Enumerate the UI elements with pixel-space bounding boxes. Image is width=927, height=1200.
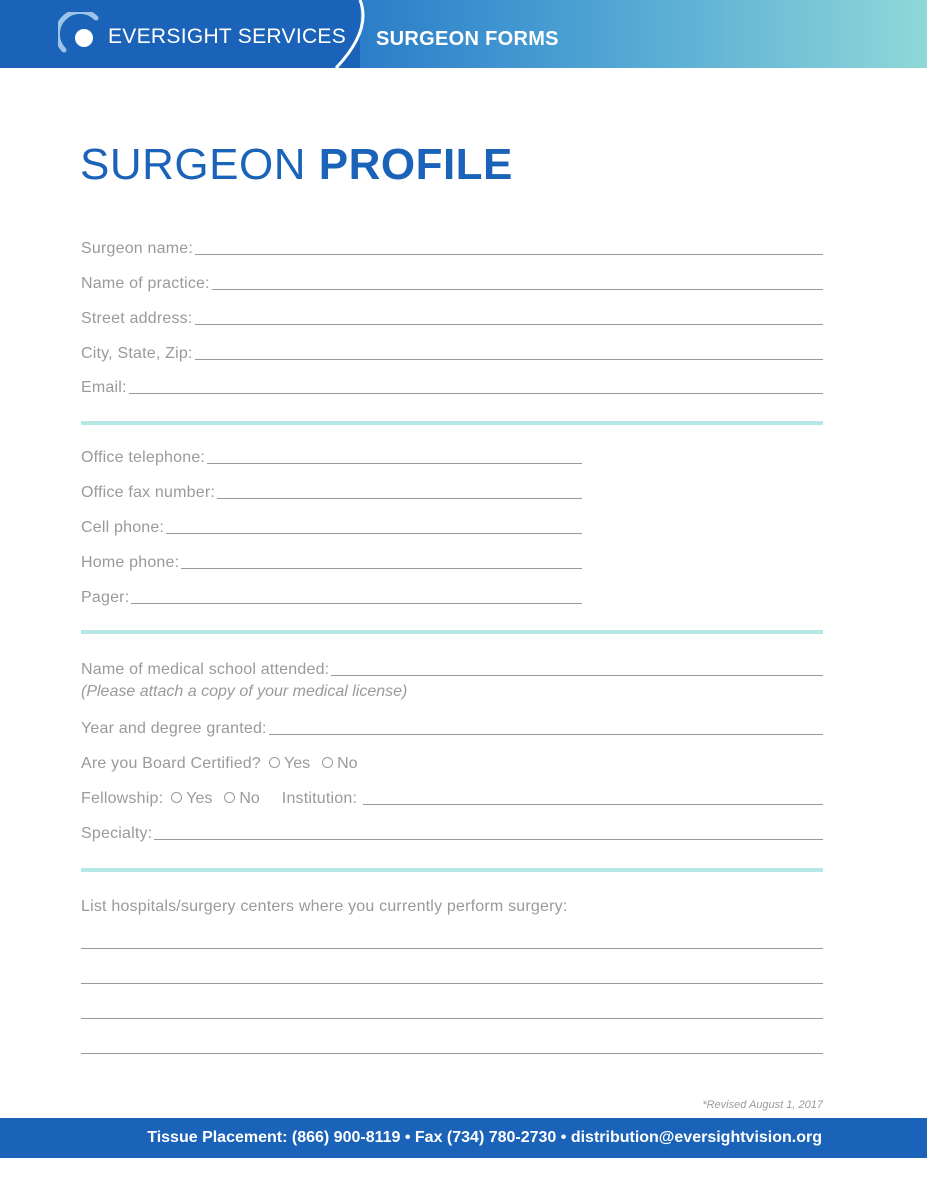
hospitals-line-4[interactable] [81,1053,823,1054]
medical-school-field[interactable] [81,657,823,679]
cell-phone-field[interactable] [81,515,582,537]
board-certified-label: Are you Board Certified? [81,755,262,772]
board-certified-no-label: No [337,755,358,772]
hospitals-line-3[interactable] [81,1018,823,1019]
cell-phone-label: Cell phone: [81,519,165,536]
city-state-zip-line[interactable] [195,359,823,360]
practice-name-field[interactable] [81,271,823,293]
hospitals-prompt-label: List hospitals/surgery centers where you currently perform surgery: [81,898,568,915]
board-certified-row [81,751,370,773]
email-line[interactable] [129,393,823,394]
hospitals-line-1[interactable] [81,948,823,949]
license-note: (Please attach a copy of your medical license) [81,683,408,700]
section-divider [81,630,823,634]
board-certified-yes-label: Yes [284,755,311,772]
office-fax-line[interactable] [217,498,582,499]
home-phone-label: Home phone: [81,554,180,571]
section-divider [81,868,823,872]
board-certified-options [269,755,370,773]
page-title-bold: PROFILE [318,140,513,189]
pager-field[interactable] [81,585,582,607]
surgeon-name-line[interactable] [195,254,823,255]
fellowship-no-radio[interactable] [224,792,235,803]
board-certified-yes-radio[interactable] [269,757,280,768]
institution-label: Institution: [281,790,358,807]
pager-label: Pager: [81,589,130,606]
fellowship-yes-radio[interactable] [171,792,182,803]
street-address-label: Street address: [81,310,193,327]
email-field[interactable] [81,375,823,397]
fellowship-row [81,786,823,808]
page-title-light: SURGEON [80,140,306,189]
specialty-label: Specialty: [81,825,153,842]
office-fax-field[interactable] [81,480,582,502]
year-degree-label: Year and degree granted: [81,720,267,737]
year-degree-line[interactable] [269,734,823,735]
revised-date: *Revised August 1, 2017 [702,1099,823,1111]
city-state-zip-field[interactable] [81,341,823,363]
practice-name-line[interactable] [212,289,823,290]
medical-school-label: Name of medical school attended: [81,661,330,678]
specialty-line[interactable] [154,839,823,840]
footer-band [0,1118,927,1158]
fellowship-no-label: No [239,790,260,807]
year-degree-field[interactable] [81,716,823,738]
hospitals-prompt [81,894,567,916]
fellowship-label: Fellowship: [81,790,164,807]
fellowship-options [171,790,272,808]
street-address-field[interactable] [81,306,823,328]
page-title [80,140,513,190]
home-phone-field[interactable] [81,550,582,572]
fellowship-yes-label: Yes [186,790,213,807]
surgeon-name-field[interactable] [81,236,823,258]
office-telephone-label: Office telephone: [81,449,206,466]
office-telephone-field[interactable] [81,445,582,467]
cell-phone-line[interactable] [166,533,582,534]
eye-logo-icon [58,12,102,56]
surgeon-name-label: Surgeon name: [81,240,194,257]
section-divider [81,421,823,425]
footer-contact: Tissue Placement: (866) 900-8119 • Fax (734) 780-2730 • distribution@eversightvision.org [147,1129,822,1146]
pager-line[interactable] [131,603,582,604]
institution-line[interactable] [363,804,823,805]
office-telephone-line[interactable] [207,463,582,464]
header-band [0,0,927,68]
home-phone-line[interactable] [181,568,582,569]
email-label: Email: [81,379,127,396]
medical-school-line[interactable] [331,675,823,676]
brand-name: EVERSIGHT SERVICES [108,25,347,48]
hospitals-line-2[interactable] [81,983,823,984]
office-fax-label: Office fax number: [81,484,216,501]
city-state-zip-label: City, State, Zip: [81,345,193,362]
practice-name-label: Name of practice: [81,275,210,292]
board-certified-no-radio[interactable] [322,757,333,768]
section-name: SURGEON FORMS [376,28,559,50]
street-address-line[interactable] [195,324,824,325]
specialty-field[interactable] [81,821,823,843]
